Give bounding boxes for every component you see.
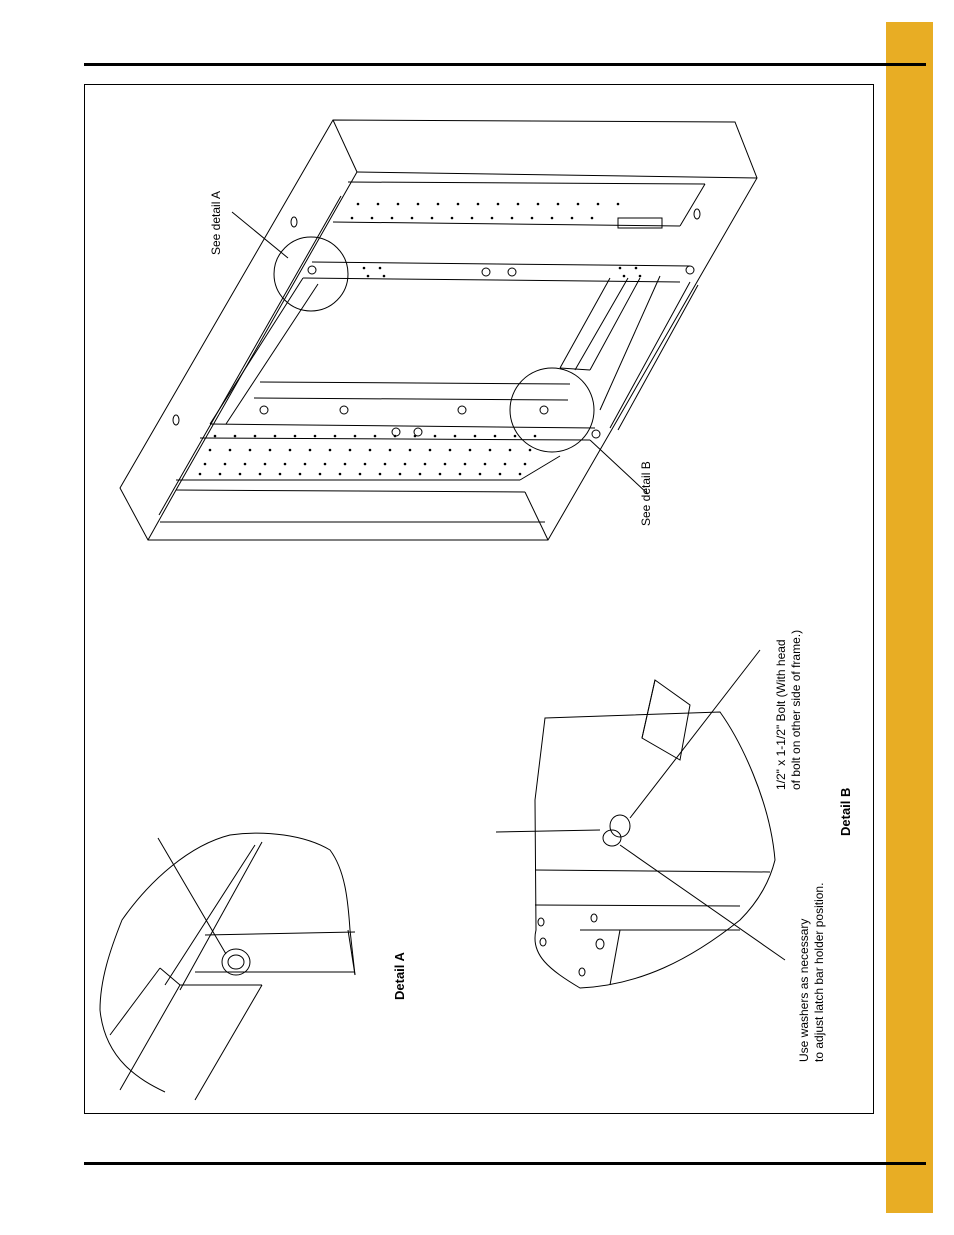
bolt-note-line2: of bolt on other side of frame.) (789, 629, 803, 790)
washer-note-line1: Use washers as necessary (797, 918, 811, 1062)
see-detail-b-label: See detail B (639, 461, 653, 526)
detail-a-label: Detail A (392, 952, 407, 1000)
washer-note-line2: to adjust latch bar holder position. (812, 882, 826, 1062)
see-detail-a-label: See detail A (209, 190, 223, 255)
detail-b-label: Detail B (838, 787, 853, 836)
bolt-note-line1: 1/2" x 1-1/2" Bolt (With head (774, 639, 788, 790)
